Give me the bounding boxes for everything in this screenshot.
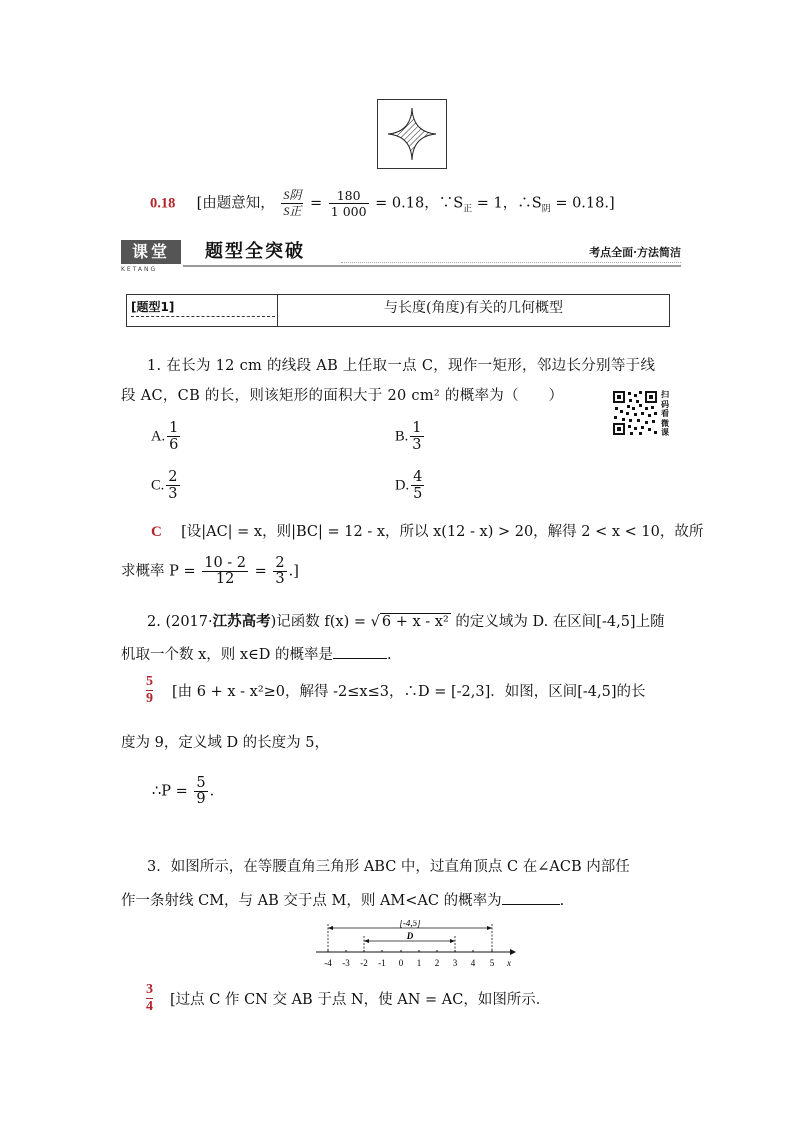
answer-text: [由题意知， xyxy=(196,195,275,212)
tick-label: 0 xyxy=(398,958,404,968)
topic-box xyxy=(126,294,670,327)
q2-line2: 机取一个数 x，则 x∈D 的概率是 . xyxy=(121,644,392,665)
q2-answer-blank[interactable] xyxy=(333,644,387,659)
q3-answer-blank[interactable] xyxy=(502,890,560,905)
section-rule xyxy=(183,265,681,267)
qr-caption: 扫码看微课 xyxy=(661,389,669,437)
section-header xyxy=(121,240,681,276)
tick-labels xyxy=(324,958,511,968)
section-slogan: 考点全面·方法简洁 xyxy=(589,246,681,259)
section-title: 题型全突破 xyxy=(205,241,305,262)
tick-label: 4 xyxy=(470,958,476,968)
tick-label: 1 xyxy=(416,958,422,968)
q3-solution-line1: [过点 C 作 CN 交 AB 于点 N，使 AN = AC，如图所示． xyxy=(170,992,551,1008)
q1-solution-line1: C [设|AC| = x，则|BC| = 12 - x，所以 x(12 - x) > 20，解得 2 < x < 10，故所 xyxy=(151,524,704,540)
tick-label: -3 xyxy=(342,958,350,968)
option-a: A. $\frac{1}{6}$ xyxy=(151,420,179,453)
section-rule-dotted xyxy=(341,262,681,263)
option-b: B. $\frac{1}{3}$ xyxy=(395,420,422,453)
tick-label: 5 xyxy=(489,958,495,968)
topic-title: 与长度(角度)有关的几何概型 xyxy=(384,300,563,316)
q1-solution-line2: 求概率 P = $\frac{10 - 2}{12}$ = $\frac{2}{3}$ .] xyxy=(121,555,299,587)
q2-answer: $\frac{5}{9}$ xyxy=(146,674,153,706)
tick-label: -4 xyxy=(324,958,332,968)
q2-solution-line1: [由 6 + x - x²≥0，解得 -2≤x≤3，∴D = [-2,3]．如图，区间[-4,5]的长 xyxy=(172,684,646,700)
shaded-astroid-icon xyxy=(377,99,447,169)
q2-solution-line3: ∴P = $\frac{5}{9}$ . xyxy=(152,775,215,807)
q1-line2: 段 AC，CB 的长，则该矩形的面积大于 20 cm² 的概率为（ ） xyxy=(121,388,564,404)
q3-line2: 作一条射线 CM，与 AB 交于点 M，则 AM<AC 的概率为 . xyxy=(121,890,564,911)
axis-label: x xyxy=(507,958,511,968)
count-fraction: $\frac{180}{1 000}$ xyxy=(330,188,367,219)
axis-arrow xyxy=(510,949,516,955)
tick-label: 3 xyxy=(452,958,458,968)
interval-label: [-4,5] xyxy=(399,920,421,928)
tick-label: -2 xyxy=(360,958,368,968)
option-d: D. $\frac{4}{5}$ xyxy=(395,469,423,502)
answer-value: 0.18 xyxy=(150,195,176,212)
topic-label: [题型1] xyxy=(131,299,275,317)
section-badge-pinyin: KETANG xyxy=(121,266,158,273)
qr-code-icon[interactable] xyxy=(612,390,658,436)
q2-solution-line2: 度为 9，定义域 D 的长度为 5， xyxy=(121,735,330,751)
astroid-figure xyxy=(377,99,447,169)
domain-label: D xyxy=(406,931,414,941)
option-c: C. $\frac{2}{3}$ xyxy=(151,469,178,502)
section-badge: 课堂 xyxy=(121,240,181,264)
tick-label: -1 xyxy=(378,958,386,968)
q1-answer: C xyxy=(151,524,162,540)
number-line-svg xyxy=(310,920,520,972)
q3-answer: $\frac{3}{4}$ xyxy=(146,982,153,1014)
q3-line1: 3．如图所示，在等腰直角三角形 ABC 中，过直角顶点 C 在∠ACB 内部任 xyxy=(147,859,630,875)
number-line-figure xyxy=(310,920,520,972)
qr-code[interactable] xyxy=(612,390,658,436)
answer-018-line: 0.18 [由题意知， $\frac{\text{S阴}}{\text{S正}}$ = $\frac{180}{1 000}$ = 0.18，$\because S_正 = 1$，$\therefore S_阴 = 0.18$.] xyxy=(150,188,615,219)
q2-line1: 2. (2017·江苏高考)记函数 f(x) = √ 6 + x - x² 的定义域为 D. 在区间[-4,5]上随 xyxy=(147,613,665,630)
q1-line1: 1. 在长为 12 cm 的线段 AB 上任取一点 C，现作一矩形，邻边长分别等于线 xyxy=(147,358,656,374)
area-ratio-fraction: $\frac{\text{S阴}}{\text{S正}}$ xyxy=(283,188,302,218)
tick-label: 2 xyxy=(434,958,440,968)
